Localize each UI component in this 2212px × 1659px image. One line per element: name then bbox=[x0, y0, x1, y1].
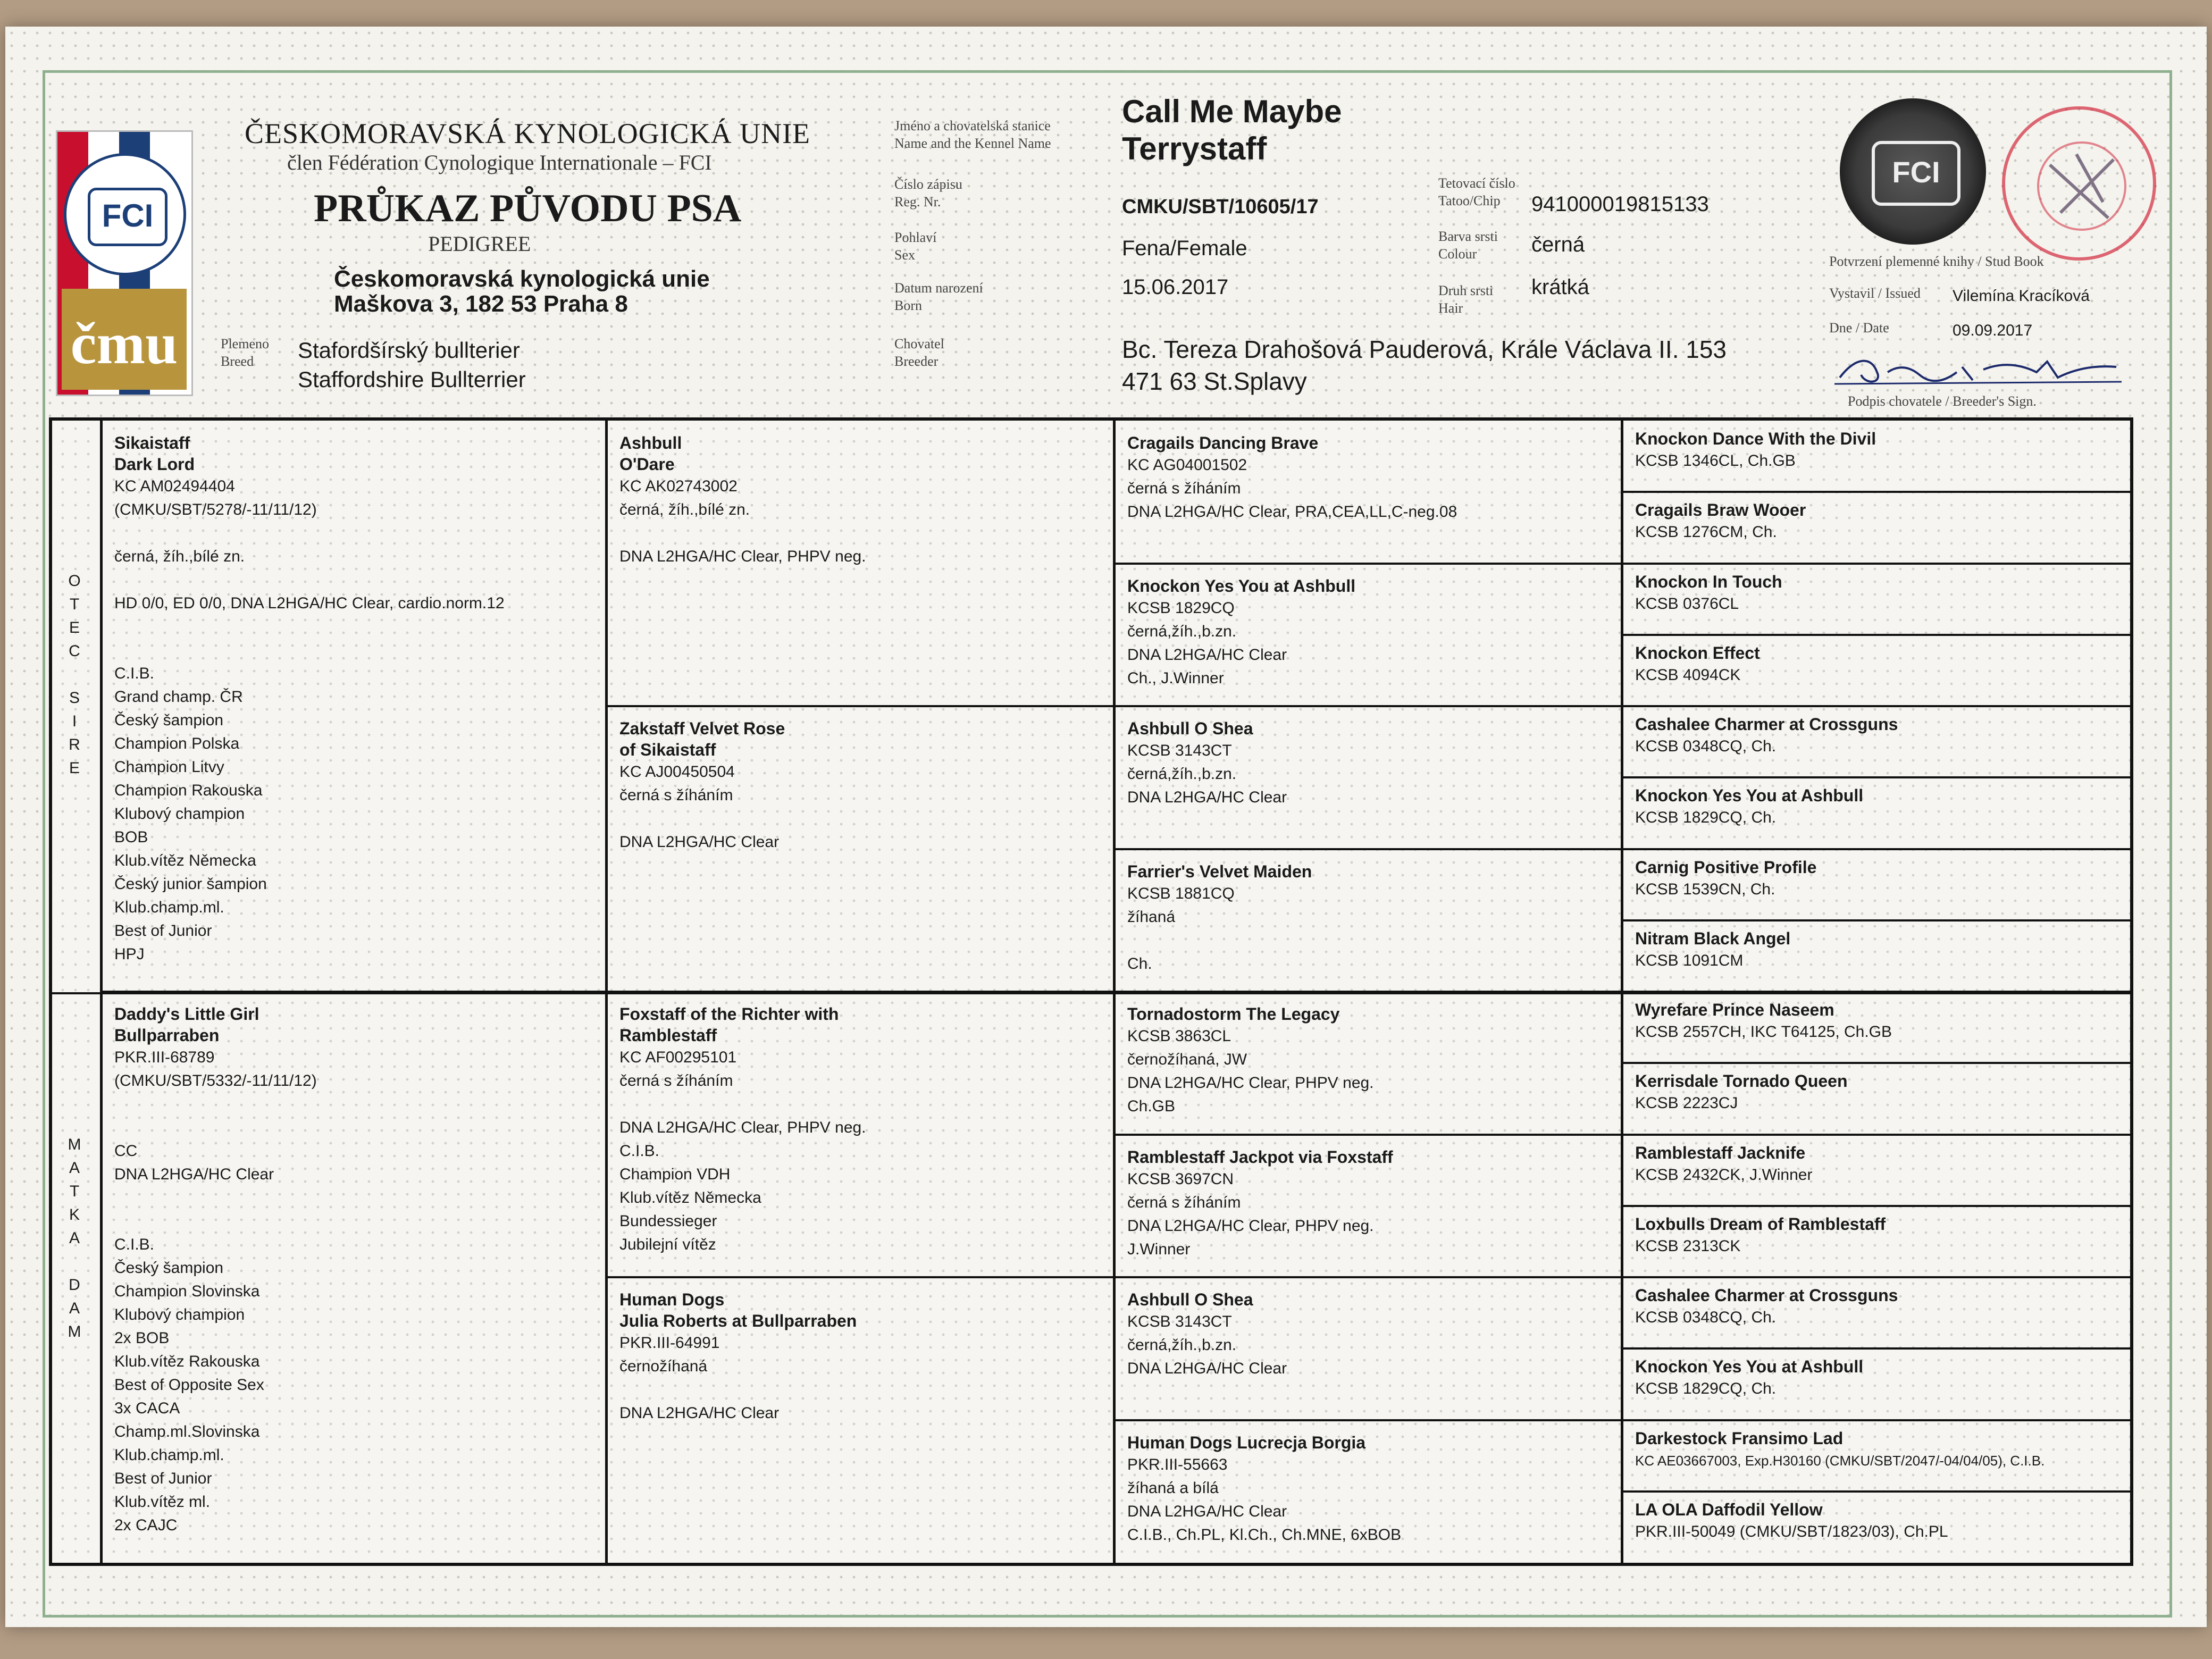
ancestor-name: Cragails Dancing Brave bbox=[1127, 433, 1319, 453]
doc-subtitle: PEDIGREE bbox=[428, 232, 531, 256]
ancestor-detail: KCSB 2557CH, IKC T64125, Ch.GB bbox=[1635, 1023, 1892, 1041]
ancestor-cell bbox=[1623, 1348, 2131, 1420]
ancestor-detail: DNA L2HGA/HC Clear bbox=[1127, 646, 1287, 664]
ancestor-cell bbox=[1623, 564, 2131, 635]
ancestor-name: Ramblestaff bbox=[619, 1026, 717, 1045]
ancestor-detail: černá, žíh.,bílé zn. bbox=[619, 501, 750, 518]
ancestor-name: Sikaistaff bbox=[114, 433, 190, 453]
ancestor-detail: černožíhaná, JW bbox=[1127, 1051, 1247, 1068]
pedigree-document bbox=[5, 27, 2207, 1627]
doc-title: PRŮKAZ PŮVODU PSA bbox=[314, 187, 742, 230]
ancestor-detail: Best of Junior bbox=[114, 1470, 212, 1487]
breed-label-cz: Plemeno bbox=[221, 336, 269, 351]
ancestor-cell bbox=[1116, 1135, 1621, 1278]
ancestor-cell bbox=[1623, 1206, 2131, 1277]
ancestor-detail: Český šampion bbox=[114, 711, 224, 729]
ancestor-detail: PKR.III-68789 bbox=[114, 1049, 215, 1066]
ancestor-detail: Champion Polska bbox=[114, 735, 240, 752]
ancestor-detail: KCSB 3143CT bbox=[1127, 742, 1232, 759]
chip-label-cz: Tetovací číslo bbox=[1438, 175, 1515, 191]
ancestor-detail: 2x CAJC bbox=[114, 1516, 178, 1534]
ancestor-detail: Champion Slovinska bbox=[114, 1283, 260, 1300]
dog-name-line1: Call Me Maybe bbox=[1122, 94, 1342, 129]
ancestor-detail: PKR.III-64991 bbox=[619, 1334, 720, 1352]
stamp-signature-icon bbox=[2002, 106, 2156, 261]
ancestor-cell bbox=[103, 421, 605, 992]
ancestor-detail: KCSB 1346CL, Ch.GB bbox=[1635, 452, 1796, 470]
studbook-stamp bbox=[2002, 106, 2156, 261]
sire-side-label: O T E C S I R E bbox=[68, 572, 81, 777]
ancestor-cell bbox=[1116, 849, 1621, 992]
ancestor-name: Human Dogs bbox=[619, 1290, 725, 1309]
ancestor-name: Daddy's Little Girl bbox=[114, 1004, 259, 1024]
ancestor-detail: C.I.B. bbox=[619, 1142, 660, 1160]
ancestor-cell bbox=[608, 1277, 1113, 1563]
sex-value: Fena/Female bbox=[1122, 237, 1247, 260]
breeder-label-cz: Chovatel bbox=[894, 336, 944, 351]
ancestor-name: Loxbulls Dream of Ramblestaff bbox=[1635, 1214, 1886, 1234]
ancestor-detail: DNA L2HGA/HC Clear bbox=[1127, 789, 1287, 806]
org-line1: Českomoravská kynologická unie bbox=[334, 266, 710, 292]
ancestor-cell bbox=[1116, 421, 1621, 564]
issued-label: Vystavil / Issued bbox=[1829, 286, 1921, 301]
ancestor-cell bbox=[608, 421, 1113, 706]
ancestor-detail: černá s žíháním bbox=[1127, 1193, 1241, 1211]
ancestor-detail: DNA L2HGA/HC Clear, PHPV neg. bbox=[619, 1119, 866, 1136]
ancestor-cell bbox=[1623, 1063, 2131, 1134]
ancestor-name: Knockon Yes You at Ashbull bbox=[1127, 576, 1356, 596]
ancestor-detail: KCSB 1829CQ bbox=[1127, 599, 1235, 617]
reg-label-cz: Číslo zápisu bbox=[894, 177, 962, 192]
ancestor-detail: DNA L2HGA/HC Clear, PRA,CEA,LL,C-neg.08 bbox=[1127, 503, 1457, 521]
ancestor-detail bbox=[114, 1093, 593, 1116]
colour-label-cz: Barva srsti bbox=[1438, 229, 1498, 244]
ancestor-name: Carnig Positive Profile bbox=[1635, 857, 1817, 877]
ancestor-name: Ramblestaff Jackpot via Foxstaff bbox=[1127, 1147, 1393, 1167]
fci-logo-text: FCI bbox=[88, 188, 167, 246]
ancestor-name: of Sikaistaff bbox=[619, 740, 716, 759]
ancestor-cell bbox=[1623, 920, 2131, 992]
ancestor-detail: KCSB 1829CQ, Ch. bbox=[1635, 809, 1777, 827]
breed-cz: Stafordšírský bullterier bbox=[298, 338, 520, 363]
org-line2: Maškova 3, 182 53 Praha 8 bbox=[334, 291, 628, 317]
ancestor-detail: 2x BOB bbox=[114, 1329, 170, 1347]
ancestor-detail: černá, žíh.,bílé zn. bbox=[114, 548, 245, 565]
breeder-signature-icon bbox=[1834, 351, 2122, 388]
org-name: ČESKOMORAVSKÁ KYNOLOGICKÁ UNIE bbox=[245, 118, 811, 149]
ancestor-detail: Best of Opposite Sex bbox=[114, 1376, 264, 1394]
ancestor-detail: DNA L2HGA/HC Clear bbox=[619, 1404, 780, 1422]
ancestor-detail: Klub.vítěz Německa bbox=[114, 852, 256, 869]
ancestor-cell bbox=[1623, 992, 2131, 1063]
ancestor-detail: Klub.vítěz ml. bbox=[114, 1493, 211, 1511]
ancestor-name: Ashbull O Shea bbox=[1127, 1290, 1253, 1309]
ancestor-cell bbox=[1623, 777, 2131, 849]
ancestor-detail: KCSB 4094CK bbox=[1635, 666, 1741, 684]
born-label-cz: Datum narození bbox=[894, 280, 983, 296]
ancestor-cell bbox=[1623, 1420, 2131, 1492]
ancestor-name: Knockon Yes You at Ashbull bbox=[1635, 1357, 1864, 1377]
ancestor-detail bbox=[114, 1210, 593, 1233]
ancestor-detail: PKR.III-50049 (CMKU/SBT/1823/03), Ch.PL bbox=[1635, 1522, 1948, 1540]
chip-label-en: Tatoo/Chip bbox=[1438, 193, 1501, 208]
ancestor-name: Zakstaff Velvet Rose bbox=[619, 719, 785, 738]
ancestor-detail: C.I.B., Ch.PL, Kl.Ch., Ch.MNE, 6xBOB bbox=[1127, 1526, 1402, 1544]
sex-label-en: Sex bbox=[894, 247, 915, 263]
cmu-emblem bbox=[62, 289, 187, 390]
ancestor-detail: KCSB 2313CK bbox=[1635, 1237, 1741, 1255]
colour-label-en: Colour bbox=[1438, 246, 1477, 262]
ancestor-cell bbox=[1623, 421, 2131, 492]
dam-side-label: M A T K A D A M bbox=[68, 1136, 81, 1340]
ancestor-cell bbox=[1116, 706, 1621, 849]
ancestor-cell bbox=[1623, 1277, 2131, 1348]
ancestor-detail: KCSB 3863CL bbox=[1127, 1027, 1231, 1045]
ancestor-detail: Klubový champion bbox=[114, 805, 245, 823]
ancestor-name: LA OLA Daffodil Yellow bbox=[1635, 1499, 1823, 1519]
ancestor-detail: Champion Litvy bbox=[114, 758, 224, 776]
ancestor-detail: KC AM02494404 bbox=[114, 477, 235, 495]
ancestor-detail: Ch., J.Winner bbox=[1127, 669, 1224, 687]
ancestor-detail: KCSB 1829CQ, Ch. bbox=[1635, 1380, 1777, 1398]
ancestor-detail: (CMKU/SBT/5278/-11/11/12) bbox=[114, 501, 317, 518]
colour-value: černá bbox=[1531, 233, 1585, 256]
ancestor-detail: KCSB 3697CN bbox=[1127, 1170, 1234, 1188]
ancestor-name: Knockon In Touch bbox=[1635, 572, 1782, 591]
ancestor-detail: KCSB 1881CQ bbox=[1127, 884, 1235, 902]
hair-label-en: Hair bbox=[1438, 300, 1463, 316]
ancestor-detail: černožíhaná bbox=[619, 1358, 708, 1375]
ancestor-detail: DNA L2HGA/HC Clear, PHPV neg. bbox=[1127, 1074, 1374, 1092]
ancestor-name: Knockon Yes You at Ashbull bbox=[1635, 786, 1864, 806]
fci-cmu-logo bbox=[56, 130, 193, 396]
reg-label-en: Reg. Nr. bbox=[894, 194, 941, 210]
ancestor-name: Tornadostorm The Legacy bbox=[1127, 1004, 1340, 1024]
fci-emblem bbox=[64, 153, 186, 275]
ancestor-name: Knockon Effect bbox=[1635, 643, 1760, 663]
ancestor-detail bbox=[619, 1378, 1101, 1402]
name-label-cz: Jméno a chovatelská stanice bbox=[894, 118, 1051, 133]
studbook-confirm-label: Potvrzení plemenné knihy / Stud Book bbox=[1829, 254, 2044, 269]
ancestor-detail: Klubový champion bbox=[114, 1306, 245, 1323]
ancestor-detail: černá s žíháním bbox=[619, 786, 733, 804]
ancestor-detail: DNA L2HGA/HC Clear bbox=[1127, 1360, 1287, 1377]
ancestor-name: Kerrisdale Tornado Queen bbox=[1635, 1071, 1848, 1091]
ancestor-detail: Ch. bbox=[1127, 954, 1152, 973]
ancestor-detail: C.I.B. bbox=[114, 665, 155, 682]
ancestor-name: Foxstaff of the Richter with bbox=[619, 1004, 839, 1024]
ancestor-detail: DNA L2HGA/HC Clear, PHPV neg. bbox=[619, 548, 866, 565]
ancestor-detail bbox=[619, 807, 1101, 831]
ancestor-detail: CC bbox=[114, 1142, 138, 1160]
ancestor-detail: HD 0/0, ED 0/0, DNA L2HGA/HC Clear, cardio.norm.12 bbox=[114, 594, 505, 612]
ancestor-detail: (CMKU/SBT/5332/-11/11/12) bbox=[114, 1072, 317, 1090]
ancestor-name: Ashbull O Shea bbox=[1127, 719, 1253, 738]
ancestor-name: Wyrefare Prince Naseem bbox=[1635, 1000, 1834, 1019]
ancestor-detail: Jubilejní vítěz bbox=[619, 1236, 716, 1253]
ancestor-detail: DNA L2HGA/HC Clear bbox=[114, 1166, 274, 1183]
ancestor-cell bbox=[608, 706, 1113, 992]
ancestor-name: Darkestock Fransimo Lad bbox=[1635, 1428, 1844, 1448]
ancestor-name: Ashbull bbox=[619, 433, 682, 453]
ancestor-detail: KCSB 2432CK, J.Winner bbox=[1635, 1166, 1813, 1184]
fci-stamp bbox=[1840, 98, 1986, 245]
ancestor-detail: černá,žíh.,b.zn. bbox=[1127, 622, 1237, 640]
breed-label-en: Breed bbox=[221, 354, 254, 369]
born-label-en: Born bbox=[894, 298, 922, 313]
pedigree-table bbox=[49, 417, 2133, 1566]
ancestor-name: Human Dogs Lucrecja Borgia bbox=[1127, 1432, 1366, 1452]
sex-label-cz: Pohlaví bbox=[894, 230, 937, 245]
reg-value: CMKU/SBT/10605/17 bbox=[1122, 196, 1319, 218]
breed-en: Staffordshire Bullterrier bbox=[298, 367, 526, 392]
hair-label-cz: Druh srsti bbox=[1438, 283, 1494, 298]
ancestor-name: Dark Lord bbox=[114, 455, 195, 474]
ancestor-detail: Klub.champ.ml. bbox=[114, 899, 224, 916]
ancestor-detail bbox=[114, 1116, 593, 1139]
ancestor-detail: Český šampion bbox=[114, 1259, 224, 1277]
born-value: 15.06.2017 bbox=[1122, 275, 1229, 299]
ancestor-detail: DNA L2HGA/HC Clear bbox=[1127, 1502, 1287, 1520]
breeder-line1: Bc. Tereza Drahošová Pauderová, Krále Václava II. 153 bbox=[1122, 336, 1727, 363]
ancestor-detail bbox=[114, 568, 593, 592]
ancestor-cell bbox=[1116, 564, 1621, 707]
ancestor-detail: černá,žíh.,b.zn. bbox=[1127, 1336, 1237, 1354]
ancestor-detail: žíhaná bbox=[1127, 908, 1176, 926]
ancestor-cell bbox=[1623, 1492, 2131, 1563]
ancestor-detail: černá s žíháním bbox=[1127, 480, 1241, 497]
ancestor-cell bbox=[1116, 1420, 1621, 1563]
ancestor-detail: KC AK02743002 bbox=[619, 477, 738, 495]
ancestor-detail: KCSB 1276CM, Ch. bbox=[1635, 523, 1777, 541]
name-label-en: Name and the Kennel Name bbox=[894, 136, 1051, 151]
ancestor-detail: C.I.B. bbox=[114, 1236, 155, 1253]
cmu-logo-text: čmu bbox=[70, 311, 178, 376]
ancestor-detail: J.Winner bbox=[1127, 1240, 1191, 1258]
hair-value: krátká bbox=[1531, 275, 1589, 299]
ancestor-detail: KCSB 1091CM bbox=[1635, 951, 1744, 969]
date-value: 09.09.2017 bbox=[1953, 322, 2033, 339]
ancestor-name: Julia Roberts at Bullparraben bbox=[619, 1311, 857, 1330]
ancestor-detail: černá,žíh.,b.zn. bbox=[1127, 765, 1237, 783]
ancestor-detail: Klub.vítěz Rakouska bbox=[114, 1353, 260, 1370]
ancestor-name: Ramblestaff Jacknife bbox=[1635, 1143, 1806, 1162]
chip-value: 941000019815133 bbox=[1531, 192, 1709, 216]
ancestor-cell bbox=[103, 992, 605, 1563]
ancestor-detail: Champion VDH bbox=[619, 1166, 731, 1183]
ancestor-name: Bullparraben bbox=[114, 1026, 220, 1045]
ancestor-detail: KC AF00295101 bbox=[619, 1049, 737, 1066]
ancestor-detail bbox=[619, 522, 1101, 545]
ancestor-detail bbox=[114, 639, 593, 662]
ancestor-detail: Ch.GB bbox=[1127, 1097, 1176, 1115]
ancestor-cell bbox=[1623, 635, 2131, 706]
ancestor-name: Nitram Black Angel bbox=[1635, 928, 1791, 948]
org-member: člen Fédération Cynologique Internationale – FCI bbox=[287, 150, 712, 174]
ancestor-detail: KCSB 0348CQ, Ch. bbox=[1635, 1309, 1777, 1326]
ancestor-detail: Grand champ. ČR bbox=[114, 688, 243, 706]
ancestor-cell bbox=[1623, 849, 2131, 920]
ancestor-detail: KC AG04001502 bbox=[1127, 456, 1247, 474]
ancestor-detail: KCSB 3143CT bbox=[1127, 1313, 1232, 1330]
ancestor-cell bbox=[1623, 492, 2131, 563]
fci-stamp-text: FCI bbox=[1872, 141, 1960, 206]
dog-name-line2: Terrystaff bbox=[1122, 131, 1267, 166]
ancestor-detail: Klub.champ.ml. bbox=[114, 1446, 224, 1464]
ancestor-cell bbox=[1116, 992, 1621, 1135]
ancestor-detail: černá s žíháním bbox=[619, 1072, 733, 1090]
ancestor-detail: DNA L2HGA/HC Clear, PHPV neg. bbox=[1127, 1217, 1374, 1235]
ancestor-detail bbox=[114, 615, 593, 639]
ancestor-name: Cragails Braw Wooer bbox=[1635, 500, 1806, 520]
ancestor-cell bbox=[608, 992, 1113, 1277]
ancestor-detail: KCSB 0348CQ, Ch. bbox=[1635, 738, 1777, 755]
date-label: Dne / Date bbox=[1829, 320, 1889, 336]
ancestor-detail: DNA L2HGA/HC Clear bbox=[619, 833, 780, 851]
ancestor-detail bbox=[114, 522, 593, 545]
ancestor-cell bbox=[1623, 706, 2131, 777]
ancestor-detail: žíhaná a bílá bbox=[1127, 1479, 1219, 1497]
breeder-label-en: Breeder bbox=[894, 354, 939, 369]
ancestor-detail: KC AE03667003, Exp.H30160 (CMKU/SBT/2047/-04/04/05), C.I.B. bbox=[1635, 1452, 2045, 1469]
ancestor-detail: BOB bbox=[114, 828, 148, 846]
ancestor-detail bbox=[114, 1186, 593, 1210]
breeder-sign-label: Podpis chovatele / Breeder's Sign. bbox=[1848, 393, 2037, 409]
ancestor-detail: PKR.III-55663 bbox=[1127, 1455, 1228, 1473]
ancestor-detail: Champ.ml.Slovinska bbox=[114, 1423, 260, 1440]
ancestor-detail: Bundessieger bbox=[619, 1212, 717, 1230]
ancestor-name: Cashalee Charmer at Crossguns bbox=[1635, 715, 1898, 734]
ancestor-detail: KCSB 2223CJ bbox=[1635, 1094, 1738, 1112]
ancestor-detail: Klub.vítěz Německa bbox=[619, 1189, 761, 1206]
ancestor-detail: 3x CACA bbox=[114, 1400, 180, 1417]
ancestor-detail bbox=[619, 1093, 1101, 1116]
ancestor-detail: Český junior šampion bbox=[114, 875, 267, 893]
ancestor-name: Cashalee Charmer at Crossguns bbox=[1635, 1286, 1898, 1305]
ancestor-detail: KCSB 0376CL bbox=[1635, 594, 1739, 613]
issued-value: Vilemína Kracíková bbox=[1953, 287, 2090, 305]
ancestor-cell bbox=[1623, 1135, 2131, 1206]
ancestor-name: Knockon Dance With the Divil bbox=[1635, 429, 1876, 448]
breeder-line2: 471 63 St.Splavy bbox=[1122, 367, 1307, 395]
ancestor-detail: Best of Junior bbox=[114, 922, 212, 940]
ancestor-name: Farrier's Velvet Maiden bbox=[1127, 861, 1312, 881]
ancestor-detail: Champion Rakouska bbox=[114, 782, 263, 799]
ancestor-name: O'Dare bbox=[619, 455, 675, 474]
ancestor-detail bbox=[1127, 929, 1609, 952]
ancestor-detail: KCSB 1539CN, Ch. bbox=[1635, 880, 1775, 898]
ancestor-cell bbox=[1116, 1277, 1621, 1420]
ancestor-detail: HPJ bbox=[114, 945, 145, 963]
ancestor-detail: KC AJ00450504 bbox=[619, 763, 735, 781]
